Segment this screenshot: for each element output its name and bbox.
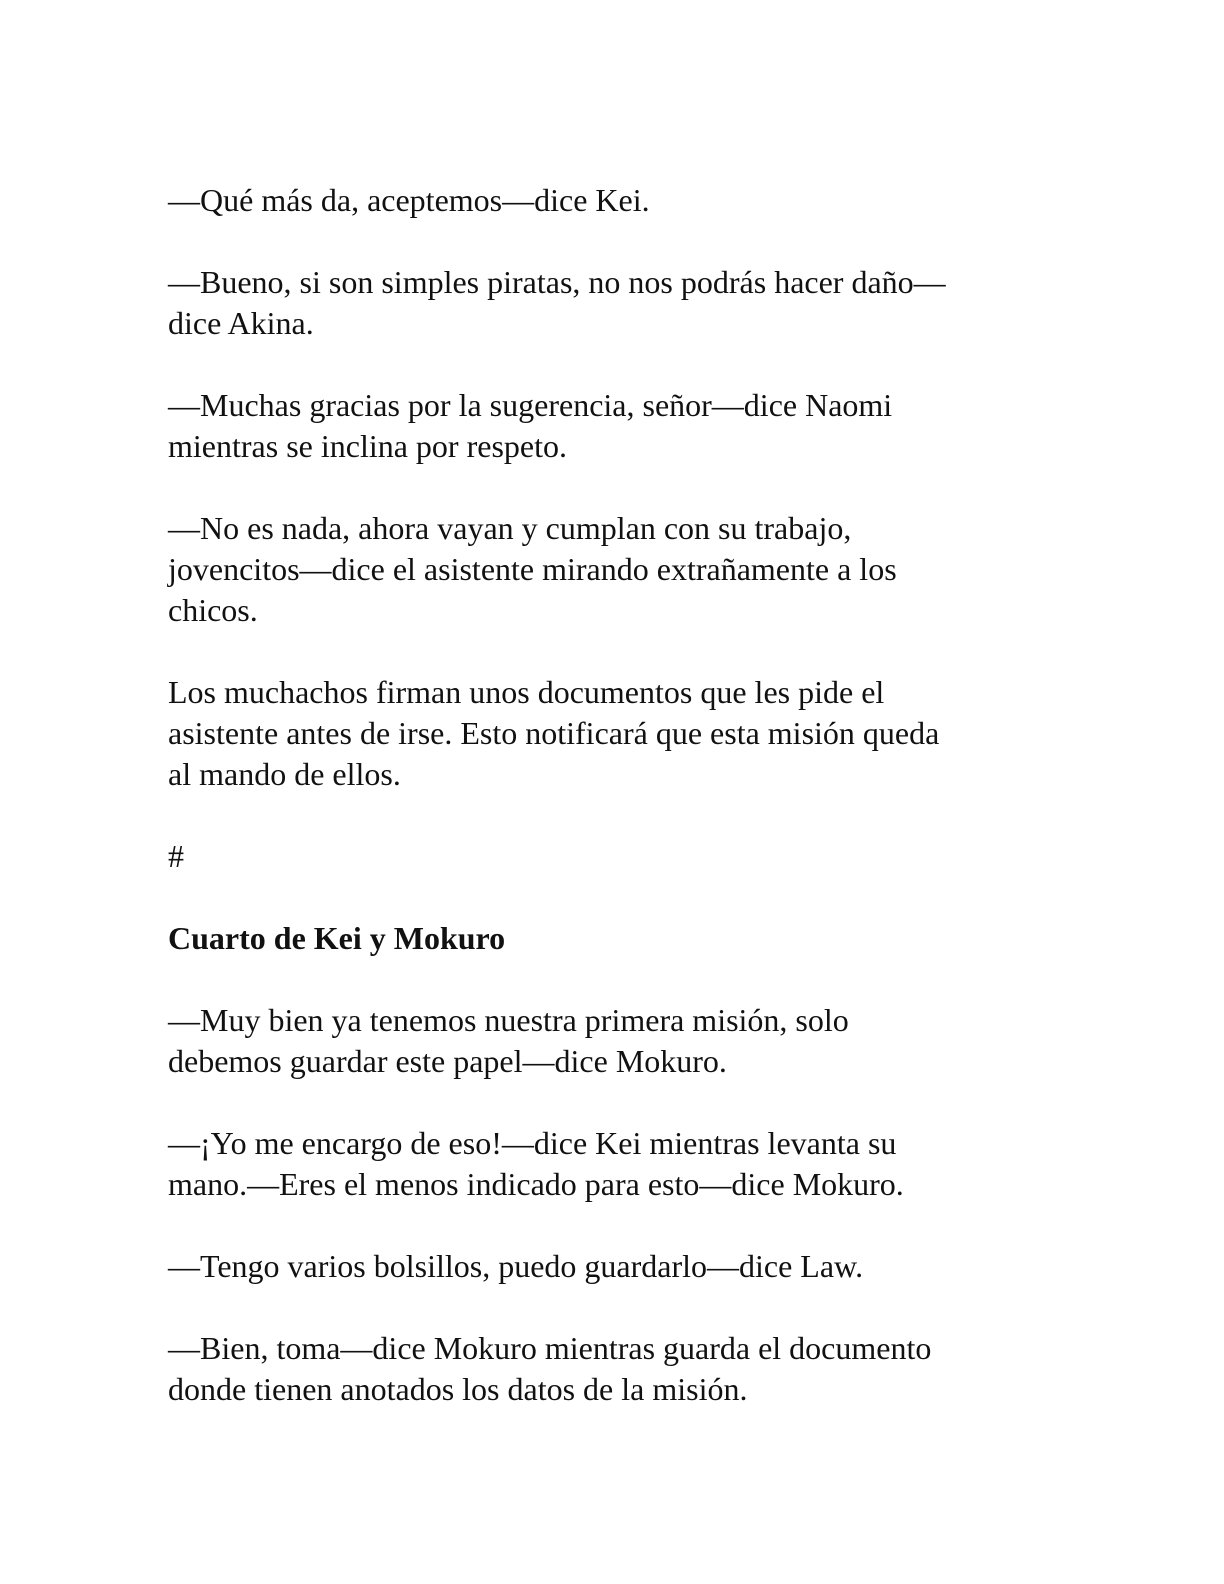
- paragraph: —Tengo varios bolsillos, puedo guardarlo—dice Law.: [168, 1248, 864, 1284]
- paragraph: —Muy bien ya tenemos nuestra primera misión, solo debemos guardar este papel—dice Mokuro.: [168, 1002, 849, 1079]
- scene-break: #: [168, 838, 184, 874]
- paragraph: —No es nada, ahora vayan y cumplan con su trabajo, jovencitos—dice el asistente mirando extrañamente a los chicos.: [168, 510, 897, 628]
- document-page: [168, 180, 1048, 1451]
- paragraph: —Qué más da, aceptemos—dice Kei.: [168, 182, 650, 218]
- section-heading: Cuarto de Kei y Mokuro: [168, 920, 506, 956]
- paragraph: —Bien, toma—dice Mokuro mientras guarda el documento donde tienen anotados los datos de la misión.: [168, 1330, 932, 1407]
- paragraph: —Muchas gracias por la sugerencia, señor—dice Naomi mientras se inclina por respeto.: [168, 387, 893, 464]
- paragraph: —Bueno, si son simples piratas, no nos podrás hacer daño— dice Akina.: [168, 264, 946, 341]
- paragraph: —¡Yo me encargo de eso!—dice Kei mientras levanta su mano.—Eres el menos indicado para esto—dice Mokuro.: [168, 1125, 904, 1202]
- paragraph: Los muchachos firman unos documentos que les pide el asistente antes de irse. Esto notificará que esta misión queda al mando de ellos.: [168, 674, 940, 792]
